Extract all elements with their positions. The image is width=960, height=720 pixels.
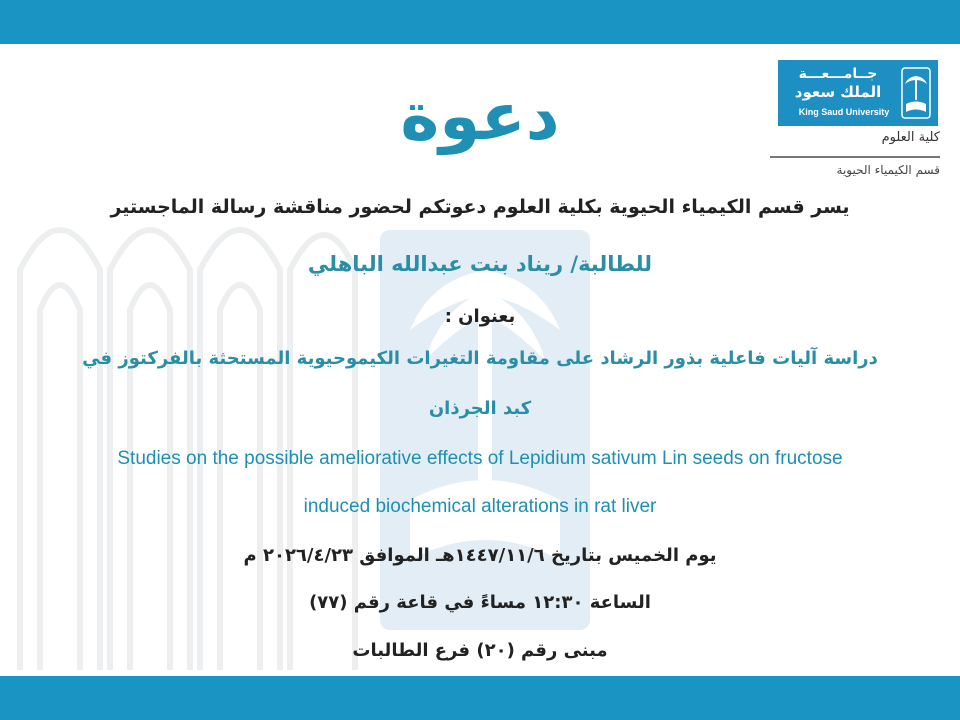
defense-time-room: الساعة ١٢:٣٠ مساءً في قاعة رقم (٧٧) [309,592,651,613]
department-name: قسم الكيمياء الحيوية [836,163,940,177]
student-name: للطالبة/ ريناد بنت عبدالله الباهلي [307,252,653,276]
defense-date: يوم الخميس بتاريخ ١٤٤٧/١١/٦هـ الموافق ٢٠٢٦/٤/٢٣ م [243,545,717,566]
palm-tree-icon [900,66,932,120]
thesis-title-arabic-line1: دراسة آليات فاعلية بذور الرشاد على مقاومة التغيرات الكيموحيوية المستحثة بالفركتوز في [82,348,878,369]
thesis-title-english-line2: induced biochemical alterations in rat liver [303,496,657,517]
logo-arabic-line1: جــامـــعـــة [798,66,878,82]
logo-arabic-line2: الملك سعود [794,83,882,101]
thesis-title-arabic-line2: كبد الجرذان [428,398,532,419]
thesis-title-english-line1: Studies on the possible ameliorative effects of Lepidium sativum Lin seeds on fructose [117,448,843,469]
invitation-heading: دعوة [400,78,560,155]
logo-divider [770,156,940,158]
defense-building: مبنى رقم (٢٠) فرع الطالبات [352,640,608,661]
top-band [0,0,960,44]
intro-text: يسر قسم الكيمياء الحيوية بكلية العلوم دعوتكم لحضور مناقشة رسالة الماجستير [110,196,850,218]
faculty-name: كلية العلوم [881,130,940,145]
logo-english-name: King Saud University [798,107,890,117]
title-label: بعنوان : [444,306,516,327]
university-logo [778,60,938,126]
bottom-band [0,676,960,720]
